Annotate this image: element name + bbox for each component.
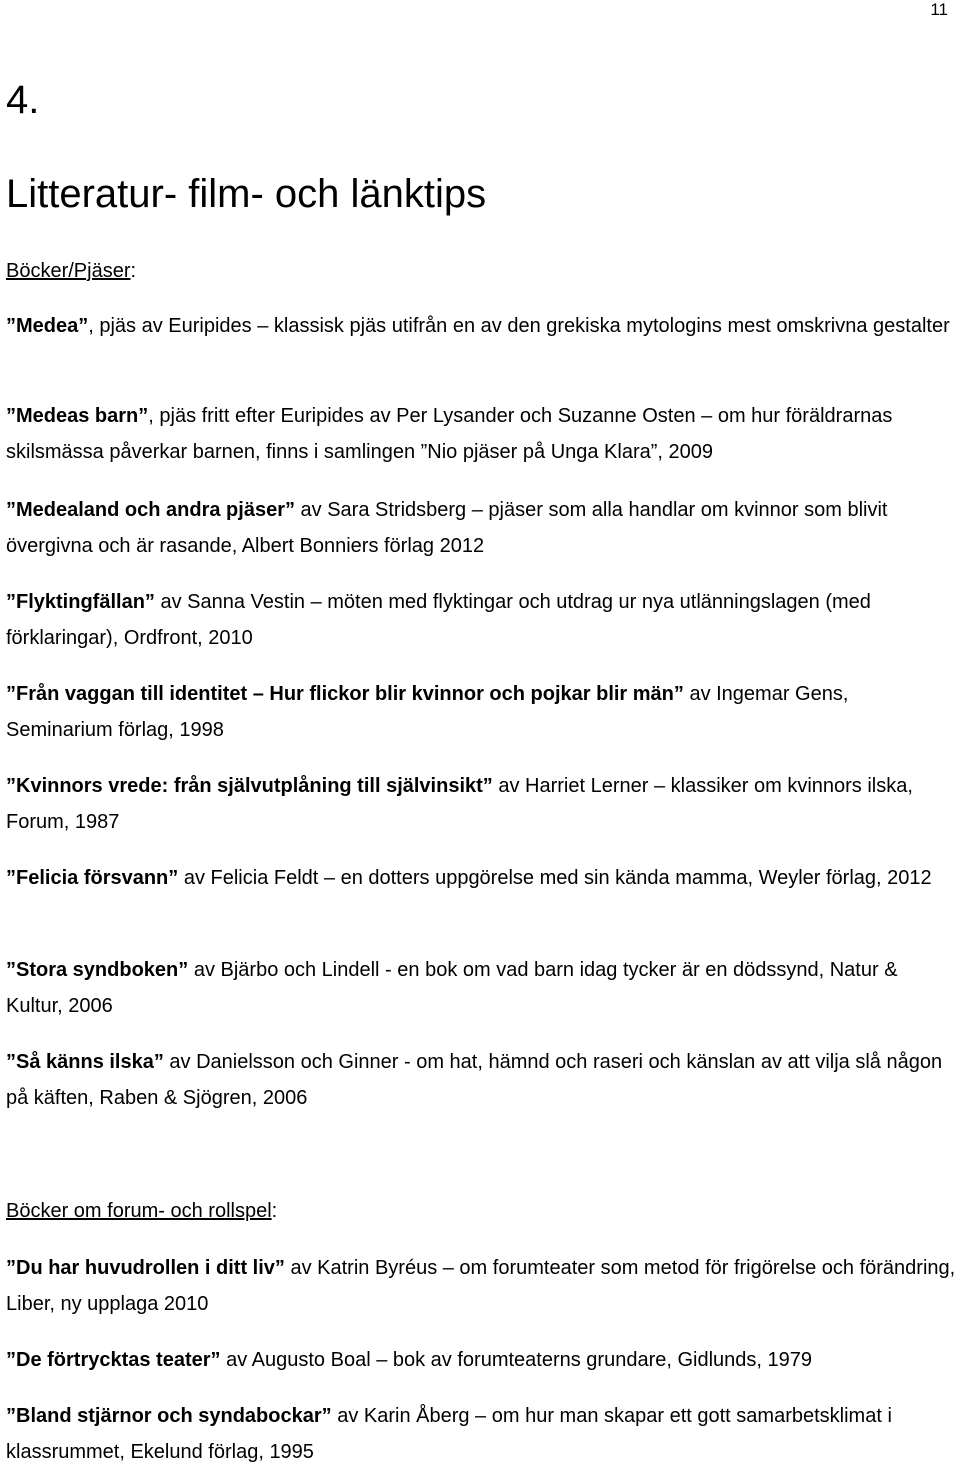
- page-number: 11: [930, 0, 948, 19]
- list-item: ”Medea”, pjäs av Euripides – klassisk pjäs utifrån en av den grekiska mytologins mest omskrivna gestalter: [6, 315, 950, 337]
- book-title: Bland stjärnor och syndabockar: [16, 1405, 322, 1427]
- chapter-number: 4.: [6, 78, 40, 122]
- book-title: Medeas barn: [16, 405, 139, 427]
- list-item: ”Bland stjärnor och syndabockar” av Karin Åberg – om hur man skapar ett gott samarbetsklimat i klassrummet, Ekelund förlag, 1995: [6, 1405, 892, 1463]
- list-item: ”Från vaggan till identitet – Hur flickor blir kvinnor och pojkar blir män” av Ingemar Gens, Seminarium förlag, 1998: [6, 683, 849, 741]
- book-title: Du har huvudrollen i ditt liv: [16, 1257, 275, 1279]
- page-title: Litteratur- film- och länktips: [6, 172, 487, 216]
- book-title: Stora syndboken: [16, 959, 179, 981]
- list-item: ”De förtrycktas teater” av Augusto Boal – bok av forumteaterns grundare, Gidlunds, 1979: [6, 1349, 813, 1371]
- book-title: Från vaggan till identitet – Hur flickor blir kvinnor och pojkar blir män: [16, 683, 674, 705]
- list-item: ”Så känns ilska” av Danielsson och Ginner - om hat, hämnd och raseri och känslan av att vilja slå någon på käften, Raben & Sjögren, 2006: [6, 1051, 943, 1109]
- section-heading-books-plays: Böcker/Pjäser:: [6, 260, 137, 282]
- book-title: Felicia försvann: [16, 867, 169, 889]
- book-title: Så känns ilska: [16, 1051, 154, 1073]
- book-title: Kvinnors vrede: från självutplåning till självinsikt: [16, 775, 483, 797]
- book-title: De förtrycktas teater: [16, 1349, 211, 1371]
- list-item: ”Flyktingfällan” av Sanna Vestin – möten med flyktingar och utdrag ur nya utlänningslagen (med förklaringar), Ordfront, 2010: [6, 591, 871, 649]
- book-title: Medea: [16, 315, 79, 337]
- list-item: ”Felicia försvann” av Felicia Feldt – en dotters uppgörelse med sin kända mamma, Weyler förlag, 2012: [6, 867, 932, 889]
- list-item: ”Medeas barn”, pjäs fritt efter Euripides av Per Lysander och Suzanne Osten – om hur föräldrarnas skilsmässa påverkar barnen, finns i samlingen ”Nio pjäser på Unga Klara”, 2009: [6, 405, 893, 463]
- section-heading-forum-roleplay: Böcker om forum- och rollspel:: [6, 1200, 278, 1222]
- book-title: Flyktingfällan: [16, 591, 145, 613]
- list-item: ”Stora syndboken” av Bjärbo och Lindell - en bok om vad barn idag tycker är en dödssynd, Natur & Kultur, 2006: [6, 959, 898, 1017]
- list-item: ”Du har huvudrollen i ditt liv” av Katrin Byréus – om forumteater som metod för frigörelse och förändring, Liber, ny upplaga 2010: [6, 1257, 956, 1315]
- book-title: Medealand och andra pjäser: [16, 499, 285, 521]
- list-item: ”Medealand och andra pjäser” av Sara Stridsberg – pjäser som alla handlar om kvinnor som blivit övergivna och är rasande, Albert Bonniers förlag 2012: [6, 499, 888, 557]
- list-item: ”Kvinnors vrede: från självutplåning till självinsikt” av Harriet Lerner – klassiker om kvinnors ilska, Forum, 1987: [6, 775, 913, 833]
